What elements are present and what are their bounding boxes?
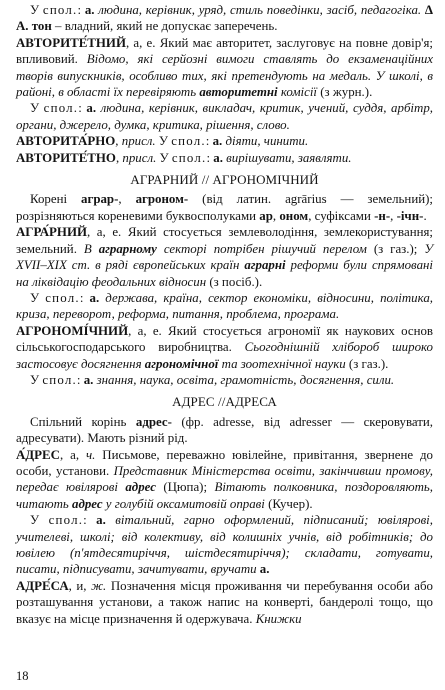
dictionary-paragraph <box>16 150 433 166</box>
text-segment: В <box>83 241 99 256</box>
text-segment: У XVII–XIX ст. в ряді європейських країн <box>16 241 433 273</box>
dictionary-paragraph <box>16 578 433 627</box>
dictionary-paragraph <box>16 35 433 101</box>
text-segment: У <box>155 134 172 149</box>
text-segment: У <box>30 290 46 305</box>
text-segment: присл. <box>122 150 157 165</box>
text-segment: – владний, який не допускає заперечень. <box>51 19 278 34</box>
text-segment: аграрні <box>244 258 286 273</box>
text-segment: АВТОРИТЕ́ТНО <box>16 150 116 165</box>
dictionary-paragraph <box>16 290 433 323</box>
text-segment: комісії <box>277 85 318 100</box>
dictionary-paragraph <box>16 100 433 133</box>
text-segment: (з газ.). <box>345 356 389 371</box>
page-number: 18 <box>16 668 29 683</box>
text-segment: спол. <box>42 3 78 17</box>
text-segment: : <box>83 513 97 528</box>
text-segment: : <box>77 3 85 17</box>
text-segment: адрес <box>125 480 156 495</box>
text-segment: : <box>79 290 90 305</box>
text-segment: АДРЕ́СА <box>16 578 69 593</box>
text-segment: присл. <box>121 134 156 149</box>
text-segment: а. <box>212 134 223 149</box>
text-segment: та зоотехнічної науки <box>218 356 346 371</box>
text-segment: : <box>205 134 213 149</box>
text-segment: людина, керівник, викладач, критик, учений, суддя, арбітр, органи, джерело, думка, критика, рішення, слово. <box>16 101 433 132</box>
text-segment: спол. <box>43 101 79 116</box>
text-segment: а. <box>83 372 94 387</box>
text-segment: Позначення місця проживання чи перебування особи або розташування установи, а також напис на конверті, бандеролі тощо, що вказує на місце призначення й одержувача. <box>16 578 433 626</box>
text-segment: спол. <box>48 513 84 528</box>
text-segment: АВТОРИТЕ́ТНИЙ <box>16 35 126 50</box>
text-segment: , <box>390 208 397 223</box>
text-segment: а. <box>96 513 106 528</box>
text-segment: -н- <box>374 208 391 223</box>
text-segment: спол. <box>171 134 206 149</box>
text-segment: агрономічної <box>144 356 219 371</box>
text-segment: : <box>78 101 87 116</box>
page-content <box>16 2 433 627</box>
text-segment: , <box>118 192 136 207</box>
dictionary-paragraph <box>16 414 433 447</box>
text-segment: , <box>115 150 123 165</box>
dictionary-paragraph <box>16 133 433 149</box>
text-segment: аграрному <box>98 241 157 256</box>
text-segment: , а, е. Який стосується землеволодіння, землекористування; земельний. <box>16 225 433 256</box>
text-segment: секторі потрібен рішучий перелом <box>156 241 367 256</box>
text-segment: -ічн- <box>396 208 424 223</box>
text-segment: , а, <box>59 447 86 462</box>
text-segment: держава, країна, сектор економіки, відносини, політика, криза, переворот, реформа, питання, проблема, програма. <box>16 290 433 322</box>
text-segment: : <box>76 372 84 387</box>
text-segment: адрес- <box>135 414 172 429</box>
text-segment: У <box>30 3 43 17</box>
dictionary-paragraph <box>16 512 433 578</box>
text-segment: (від латин. agrārius — земельний); розрізняються кореневими буквосполуками <box>16 192 433 223</box>
text-segment: спол. <box>45 290 80 305</box>
text-segment: У <box>30 101 44 116</box>
text-segment: Δ А. тон <box>16 3 433 34</box>
text-segment: , и, <box>68 578 92 593</box>
text-segment: , <box>115 134 122 149</box>
text-segment: у голубій оксамитовій оправі <box>102 496 265 511</box>
text-segment: АВТОРИТА́РНО <box>16 134 116 149</box>
text-segment: (Цюпа); <box>155 480 215 495</box>
text-segment: а. <box>84 3 95 17</box>
text-segment: оном <box>279 208 309 223</box>
text-segment: реформи були спрямовані на ліквідацію феодальних відносин <box>16 258 433 289</box>
text-segment: (Кучер). <box>264 496 313 511</box>
text-segment: , суфіксами <box>308 208 375 223</box>
text-segment: (з газ.); <box>366 241 425 256</box>
text-segment: . <box>423 208 427 223</box>
text-segment: Вітають полковника, поздоровляють, читають <box>16 480 434 511</box>
text-segment: ж. <box>91 578 107 593</box>
text-segment: спол. <box>171 150 207 165</box>
text-segment: Книжки <box>255 611 302 626</box>
text-segment: Спільний корінь <box>30 414 136 429</box>
dictionary-paragraph <box>16 2 433 35</box>
text-segment: авторитетні <box>199 85 278 100</box>
text-segment: агроном- <box>135 192 189 207</box>
text-segment: (з посіб.). <box>206 274 263 289</box>
text-segment: Сьогоднішній хлібороб широко застосовує досягнення <box>16 340 433 371</box>
text-segment: вітальний, гарно оформлений, підписаний; ювілярові, учителеві, школі; від колективу, від колишніх учнів, від робітників; до ювілею (п'ятдесятиріччя, шістдесятиріччя); складати, готувати, писати, підписувати, зачитувати, вручати <box>16 513 433 577</box>
text-segment: АГРОНОМІ́ЧНИЙ <box>16 323 129 338</box>
text-segment: людина, <box>94 3 146 17</box>
text-segment: спол. <box>42 372 77 387</box>
dictionary-paragraph <box>16 372 433 388</box>
text-segment: , а, е. Який стосується агрономії як наукових основ сільськогосподарського виробництва. <box>16 323 433 355</box>
dictionary-paragraph <box>16 447 433 513</box>
text-segment: ар <box>259 208 273 223</box>
text-segment: У <box>156 150 172 165</box>
text-segment: У <box>30 513 49 528</box>
text-segment: У <box>30 372 43 387</box>
text-segment: Відомо, які серйозні вимоги ставлять до екзаменаційних творів випускників, особливо тих, які претендують на медаль. У школі, в районі, в області їх перевіряють <box>16 52 434 100</box>
text-segment: адрес <box>72 496 103 511</box>
text-segment: знання, наука, освіта, грамотність, досягнення, сили. <box>93 372 395 387</box>
text-segment: діяти, чинити. <box>222 134 309 149</box>
text-segment: а. <box>259 562 270 577</box>
text-segment: аграр- <box>81 192 119 207</box>
text-segment: (з журн.). <box>317 85 373 100</box>
text-segment: а. <box>213 150 223 165</box>
text-segment: Письмове, переважно ювілейне, привітання, звернене до особи, установи. <box>16 447 433 478</box>
dictionary-paragraph <box>16 191 433 224</box>
text-segment: керівник, уряд, стиль поведінки, засіб, педагогіка. <box>145 3 425 17</box>
text-segment: вирішувати, заявляти. <box>222 150 352 165</box>
text-segment: а. <box>89 290 100 305</box>
text-segment: (фр. adresse, від adresser — скеровувати, адресувати). Мають різний рід. <box>16 414 433 446</box>
text-segment: , а, е. Який має авторитет, заслуговує на повне довір'я; впливовий. <box>16 35 433 67</box>
section-heading: АГРАРНИЙ // АГРОНОМІЧНИЙ <box>130 172 319 188</box>
text-segment: Представник Міністерства освіти, закінчивши промову, передає ювілярові <box>16 463 433 495</box>
text-segment: ч. <box>85 447 96 462</box>
text-segment: : <box>206 150 214 165</box>
text-segment: , <box>272 208 280 223</box>
text-segment: АГРА́РНИЙ <box>16 225 87 240</box>
dictionary-paragraph <box>16 224 433 290</box>
section-heading: АДРЕС //АДРЕСА <box>172 394 277 410</box>
text-segment: А́ДРЕС <box>16 447 60 462</box>
text-segment: а. <box>86 101 97 116</box>
dictionary-paragraph <box>16 323 433 372</box>
text-segment: Корені <box>30 192 82 207</box>
